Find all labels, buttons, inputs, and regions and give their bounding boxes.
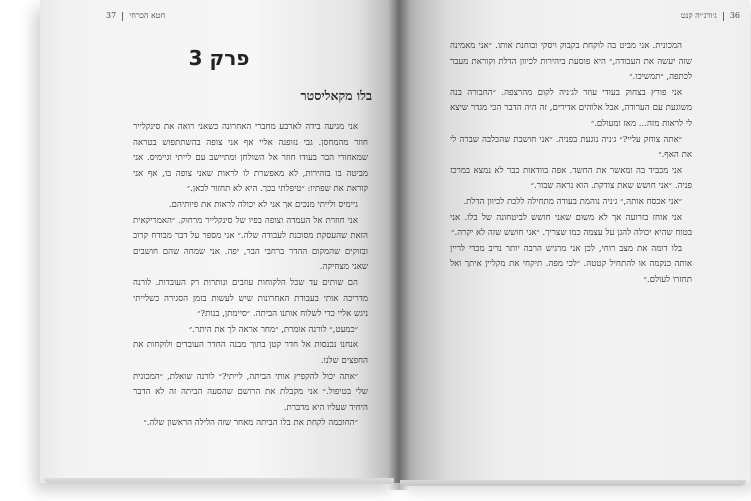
left-page-number: 37 bbox=[106, 11, 117, 20]
paragraph: ״אני אכסח אותה,״ ג׳ניה נוהמת בעודה מתחילה ללכת לכיוון הדלת. bbox=[463, 196, 682, 207]
paragraph: ״אתה יכול להקפיץ אותי הביתה, לייתי?״ לורנה שואלת, ״המכונית שלי בטיפול.״ אני מקבלת את הרושם שהסעה הביתה זה לא הדבר היחיד שעליו היא מדברת. bbox=[133, 371, 368, 413]
right-page-edge bbox=[400, 480, 746, 486]
paragraph: ״החוכמה לקחת את בלו הביתה מאחר שזה הלילה הראשון שלה.״ bbox=[143, 418, 358, 429]
right-page-number: 36 bbox=[729, 11, 740, 20]
paragraph: ״אתה צוחק עליי?״ ג׳ניה נוגעת בפניה. ״אני חושבת שהכלבה שברה לי את האף.״ bbox=[450, 134, 692, 161]
chapter-title: פרק 3 bbox=[188, 46, 250, 70]
paragraph: אנחנו נכנסות אל חדר קטן בתוך מבנה החדר העובדים ולוקחות את החפצים שלנו. bbox=[133, 340, 368, 366]
right-page-author: ג׳ורג׳יה קנט bbox=[680, 11, 717, 20]
right-page bbox=[398, 0, 750, 483]
left-page-body bbox=[133, 120, 368, 432]
book-spine-shadow bbox=[388, 0, 410, 490]
paragraph: אני מגיעה בידה לארבע מחברי האחרונה כשאני רואה את סינקלייר חוזר מהמחסן. גבי נזופנה אליי אף אני צופה בהשתתפוש בטראה שמאחורי הבר בעודו חוזר אל השולחן ומתיישב עם לייתי וגיימיס. אני מביטה בו בזהירות, לא מאפשרת לו לראות שאני צופה בו, אף אני קוראת את שפתיו: ״טיפלתי בכך. היא לא תחזור לכאן.״ bbox=[133, 122, 368, 195]
left-page bbox=[40, 0, 398, 483]
paragraph: המכונית. אני מביט בה לוקחת בקבוק ויסקי ובוחנת אותו. ״אני מאמינה שזה יעשה את העבודה,״ היא פוסעת ביהירות לכיוון הדלת וקוראת מעבר לכתפה, ״תמשיכו.״ bbox=[450, 41, 692, 83]
paragraph: אני מכביד בה ומאשר את החשד. אפה בוודאות כבר לא נמצא במרכז פניה. ״אני חושש שאת צודקת. הוא נראה שבור.״ bbox=[450, 165, 692, 192]
paragraph: אני פורץ בצחוק בעודי עוזר לג׳ניה לקום מהרצפה. ״החבורה בנה משוגעת עם הערודה, אבל אלוהים אדירים, זה היה הדבר הכי מגדר שיצא לי לראות מזה... מאז ומעולם.״ bbox=[450, 87, 692, 129]
left-page-book-title: חטא הכרחי bbox=[129, 11, 166, 20]
right-page-header bbox=[681, 11, 740, 21]
paragraph: אני אוחז בזרועה אך לא משום שאני חושש לביטחונה של בלו. אני בטוח שהיא יכולה להגן על עצמה כמו שצריך. ״אני חושש שזה לא יקרה.״ bbox=[450, 212, 692, 239]
left-page-edge bbox=[44, 478, 394, 484]
paragraph: גיימיס ולייתי מנכים אך אני לא יכולה לראות את פיותיהם. bbox=[168, 199, 358, 210]
left-page-header bbox=[106, 11, 165, 21]
header-separator bbox=[723, 12, 724, 21]
paragraph: ״כמעט,״ לורנה אומרת, ״מחר אראה לך את היתר.״ bbox=[189, 324, 358, 335]
paragraph: בלו דומה את מצב רוחי, לכן אני מרגיש הרבה יותר נדיב מכדי לריין אותה כנקמה או להתחיל קטטה. ״לכי מפה. תיקחי את מקליין איתך ואל תחזרו לעולם.״ bbox=[450, 243, 692, 285]
header-separator bbox=[122, 12, 123, 21]
paragraph: הם שותים עד שכל הלקוחות עוזבים ונותרות רק העובדות. לורנה מדריכה אותי בעבודת האחרונות שיש לעשות בזמן הסגירה כשלייתי ניגש אליי כדי לשלוח אותנו הביתה. ״סיימתן, בנות?״ bbox=[133, 277, 368, 320]
paragraph: אני חוזרת אל העמדה וצופה בפיו של סינקלייר מרחוק. ״האמריקאית הזאת שהעסקת מסוכנת לעבודה שלה.״ אני מספר על דבר מבודח קרוב ובזוקים שהמקום ההדר ברחבי הבר, יפה. אני שמחה שהם חושבים שאני מצחיקה. bbox=[133, 215, 368, 273]
right-page-body bbox=[450, 39, 692, 289]
chapter-subtitle: בלו מקאליסטר bbox=[300, 88, 372, 103]
